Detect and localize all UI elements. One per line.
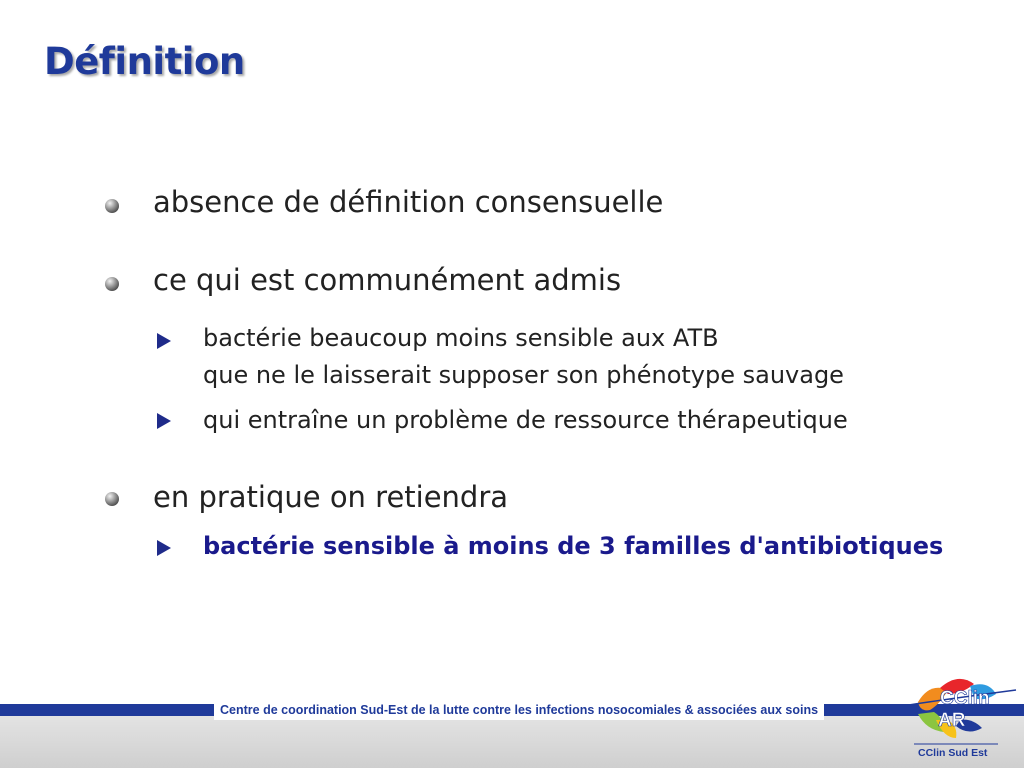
slide-title: Définition — [44, 40, 245, 83]
logo-ar-text: AR — [938, 710, 966, 731]
logo-cclin-sud-est-text: CClin Sud Est — [918, 747, 988, 759]
footer-text: Centre de coordination Sud-Est de la lutte contre les infections nosocomiales & associées aux soins — [214, 700, 824, 720]
bullet-text: absence de définition consensuelle — [153, 185, 664, 219]
bullet-text: en pratique on retiendra — [153, 480, 509, 514]
bullet-icon — [105, 199, 119, 213]
bullet-icon — [105, 277, 119, 291]
sub-bullet-text: bactérie beaucoup moins sensible aux ATB — [203, 324, 719, 352]
logo-cclin-text: CClin — [940, 688, 990, 709]
bullet-icon — [105, 492, 119, 506]
triangle-bullet-icon — [157, 333, 171, 349]
sub-bullet-text: qui entraîne un problème de ressource thérapeutique — [203, 406, 848, 434]
triangle-bullet-icon — [157, 540, 171, 556]
emphasis-sub-bullet-text: bactérie sensible à moins de 3 familles d'antibiotiques — [203, 532, 944, 560]
triangle-bullet-icon — [157, 413, 171, 429]
bullet-text: ce qui est communément admis — [153, 263, 622, 297]
sub-bullet-text-continued: que ne le laisserait supposer son phénotype sauvage — [203, 361, 844, 389]
footer-background — [0, 716, 1024, 768]
cclin-logo-icon — [900, 664, 1020, 764]
